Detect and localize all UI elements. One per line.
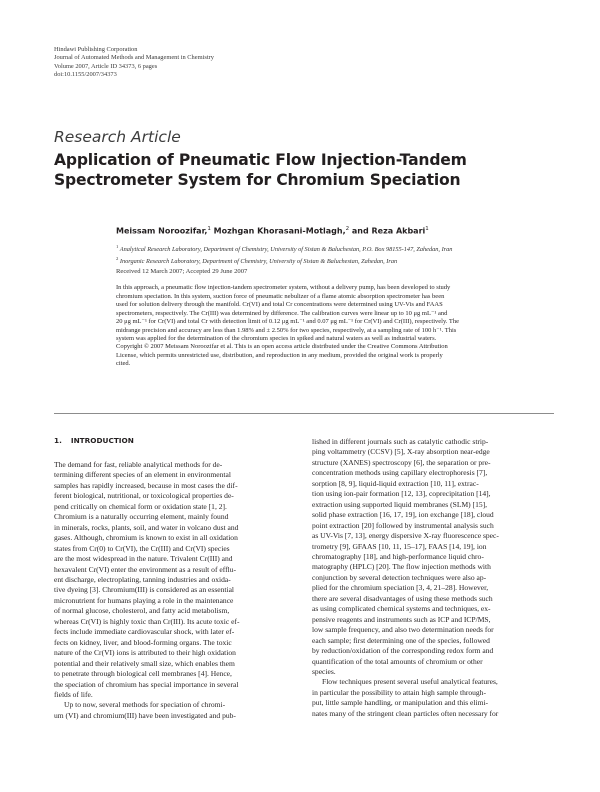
section-divider xyxy=(54,413,554,414)
body-text-line: conjunction by several detection techniques were also ap- xyxy=(312,572,487,582)
section-number: 1. xyxy=(54,436,62,445)
body-text-line: samples has rapidly increased, because in most cases the dif- xyxy=(54,480,238,490)
affiliation-mark: 2 xyxy=(116,255,119,261)
affiliations xyxy=(116,243,556,266)
body-text-line: fects include immediate cardiovascular shock, with later ef- xyxy=(54,627,235,637)
body-text-line: fields of life. xyxy=(54,689,93,699)
body-column-left xyxy=(54,460,296,721)
copyright-line: License, which permits unrestricted use, distribution, and reproduction in any medium, provided the original work is properly xyxy=(116,351,443,359)
body-text-line: in particular the possibility to attain high sample through- xyxy=(312,687,486,697)
body-text-line: tive dyeing [3]. Chromium(III) is considered as an essential xyxy=(54,585,235,595)
body-text-line: of normal glucose, cholesterol, and fatty acid metabolism, xyxy=(54,606,230,616)
body-text-line: ping voltammetry (CCSV) [5], X-ray absorption near-edge xyxy=(312,447,490,457)
body-text-line: as using complicated chemical systems and techniques, ex- xyxy=(312,604,491,614)
author-affiliation-mark: 1 xyxy=(425,226,429,232)
article-type: Research Article xyxy=(54,128,181,146)
publisher-name: Hindawi Publishing Corporation xyxy=(54,46,138,53)
body-text-line: nature of the Cr(VI) ions is attributed to their high oxidation xyxy=(54,648,236,658)
body-text-line: matography (HPLC) [20]. The flow injection methods with xyxy=(312,562,491,572)
body-text-line: Flow techniques present several useful analytical features, xyxy=(322,677,498,687)
affiliation-text: Analytical Research Laboratory, Department of Chemistry, University of Sistan & Baluchestan, P.O. Box 98155-147, Zahedan, Iran xyxy=(118,246,453,254)
body-text-line: gases. Although, chromium is known to exist in all oxidation xyxy=(54,533,238,543)
author-affiliation-mark: 1 xyxy=(207,226,211,232)
author-name: Meissam Noroozifar, xyxy=(116,226,208,236)
body-text-line: lished in different journals such as catalytic cathodic strip- xyxy=(312,437,489,446)
title-line: Spectrometer System for Chromium Speciation xyxy=(54,171,461,189)
body-text-line: put, little sample handling, or manipulation and this elimi- xyxy=(312,698,489,708)
abstract-line: midrange precision and accuracy are less than 1.98% and ± 2.50% for two species, respectively, at a sampling rate of 100 h⁻¹. This xyxy=(116,326,457,334)
affiliation-line xyxy=(116,255,556,267)
body-text-line: sorption [8, 9], liquid-liquid extraction [10, 11], extrac- xyxy=(312,478,479,488)
section-heading xyxy=(54,436,134,445)
copyright-notice xyxy=(116,343,554,369)
received-accepted-dates: Received 12 March 2007; Accepted 29 June 2007 xyxy=(116,268,248,275)
journal-name: Journal of Automated Methods and Management in Chemistry xyxy=(54,54,214,62)
body-text-line: to penetrate through biological cell membranes [4]. Hence, xyxy=(54,669,232,679)
title-line: Application of Pneumatic Flow Injection-Tandem xyxy=(54,151,467,169)
affiliation-text: Inorganic Research Laboratory, Department of Chemistry, University of Sistan & Baluchestan, Zahedan, Iran xyxy=(118,257,398,265)
abstract xyxy=(116,284,554,344)
body-text-line: tion using ion-pair formation [12, 13], coprecipitation [14], xyxy=(312,489,491,499)
copyright-line: Copyright © 2007 Meissam Noroozifar et al. This is an open access article distributed under the Creative Commons Attribution xyxy=(116,343,448,350)
body-text-line: as UV-Vis [7, 13], energy dispersive X-ray fluorescence spec- xyxy=(312,531,499,541)
body-text-line: in minerals, rocks, plants, soil, and water in volcano dust and xyxy=(54,522,239,532)
body-text-line: micronutrient for humans playing a role in the maintenance xyxy=(54,595,234,605)
body-text-line: pend critically on chemical form or oxidation state [1, 2]. xyxy=(54,501,227,511)
abstract-line: chromium speciation. In this system, suction force of pneumatic nebulizer of a flame atomic absorption spectrometer has been xyxy=(116,292,445,300)
volume-line: Volume 2007, Article ID 34373, 6 pages xyxy=(54,62,158,70)
body-text-line: solid phase extraction [16, 17, 19], ion exchange [18], cloud xyxy=(312,510,494,520)
author-list xyxy=(116,226,429,236)
abstract-line: spectrometers, respectively. The Cr(III) was determined by difference. The calibration curves were linear up to 10 μg mL⁻¹ and xyxy=(116,309,448,317)
body-text-line: fects on kidney, liver, and blood-forming organs. The toxic xyxy=(54,637,232,647)
body-text-line: termining different species of an element in environmental xyxy=(54,470,231,480)
affiliation-line xyxy=(116,243,556,255)
body-column-right xyxy=(312,437,554,719)
body-text-line: each sample; first determining one of the species, followed xyxy=(312,635,490,645)
body-text-line: Up to now, several methods for speciation of chromi- xyxy=(64,700,226,710)
author-name: and Reza Akbari xyxy=(349,226,426,236)
abstract-line: used for solution delivery through the manifold. Cr(VI) and total Cr concentrations were determined using UV-Vis and FAAS xyxy=(116,301,443,309)
body-text-line: The demand for fast, reliable analytical methods for de- xyxy=(54,460,223,469)
body-text-line: ent discharge, electroplating, tanning industries and oxida- xyxy=(54,574,231,584)
body-text-line: low sample frequency, and also two determination needs for xyxy=(312,625,494,635)
body-text-line: trometry [9], GFAAS [10, 11, 15–17], FAAS [14, 19], ion xyxy=(312,541,487,551)
body-text-line: Chromium is a naturally occurring element, mainly found xyxy=(54,512,229,522)
author-name: Mozhgan Khorasani-Motlagh, xyxy=(210,226,346,236)
body-text-line: plied for the chromium speciation [3, 4, 21–28]. However, xyxy=(312,583,489,593)
body-text-line: by reduction/oxidation of the corresponding redox form and xyxy=(312,646,494,656)
body-text-line: point extraction [20] followed by instrumental analysis such xyxy=(312,520,494,530)
doi-line: doi:10.1155/2007/34373 xyxy=(54,70,117,78)
affiliation-mark: 1 xyxy=(116,244,119,249)
body-text-line: quantification of the total amounts of chromium or other xyxy=(312,656,483,666)
paper-title xyxy=(54,150,554,190)
body-text-line: states from Cr(0) to Cr(VI), the Cr(III) and Cr(VI) species xyxy=(54,543,230,553)
abstract-line: system was applied for the determination of the chromium species in spiked and natural waters as well as industrial waters. xyxy=(116,335,437,343)
body-text-line: um (VI) and chromium(III) have been investigated and pub- xyxy=(54,710,236,720)
body-text-line: concentration methods using capillary electrophoresis [7], xyxy=(312,468,488,478)
body-text-line: extraction using supported liquid membranes (SLM) [15], xyxy=(312,499,488,509)
body-text-line: the speciation of chromium has special importance in several xyxy=(54,679,239,689)
body-text-line: pensive reagents and instruments such as ICP and ICP/MS, xyxy=(312,614,491,624)
publisher-header xyxy=(54,46,354,79)
body-text-line: structure (XANES) spectroscopy [6], the separation or pre- xyxy=(312,457,491,467)
body-text-line: there are several disadvantages of using these methods such xyxy=(312,593,493,603)
body-text-line: hexavalent Cr(VI) enter the environment as a result of efflu- xyxy=(54,564,236,574)
abstract-line: 20 μg mL⁻¹ for Cr(VI) and total Cr with detection limit of 0.12 μg mL⁻¹ and 0.07 μg mL⁻¹ for Cr(VI) and Cr(III), respectively. The xyxy=(116,318,460,326)
author-affiliation-mark: 2 xyxy=(345,226,350,232)
body-text-line: species. xyxy=(312,666,336,676)
body-text-line: are the most widespread in the nature. Trivalent Cr(III) and xyxy=(54,554,233,564)
section-title: INTRODUCTION xyxy=(70,436,134,445)
copyright-line: cited. xyxy=(116,360,131,368)
abstract-line: In this approach, a pneumatic flow injection-tandem spectrometer system, without a delivery pump, has been developed to study xyxy=(116,284,451,291)
body-text-line: whereas Cr(VI) is highly toxic than Cr(III). Its acute toxic ef- xyxy=(54,616,240,626)
body-text-line: potential and their relatively small size, which enables them xyxy=(54,658,235,668)
body-text-line: ferent biological, nutritional, or toxicological properties de- xyxy=(54,491,234,501)
body-text-line: nates many of the stringent clean particles often necessary for xyxy=(312,708,499,718)
body-text-line: chromatography [18], and high-performance liquid chro- xyxy=(312,551,484,561)
